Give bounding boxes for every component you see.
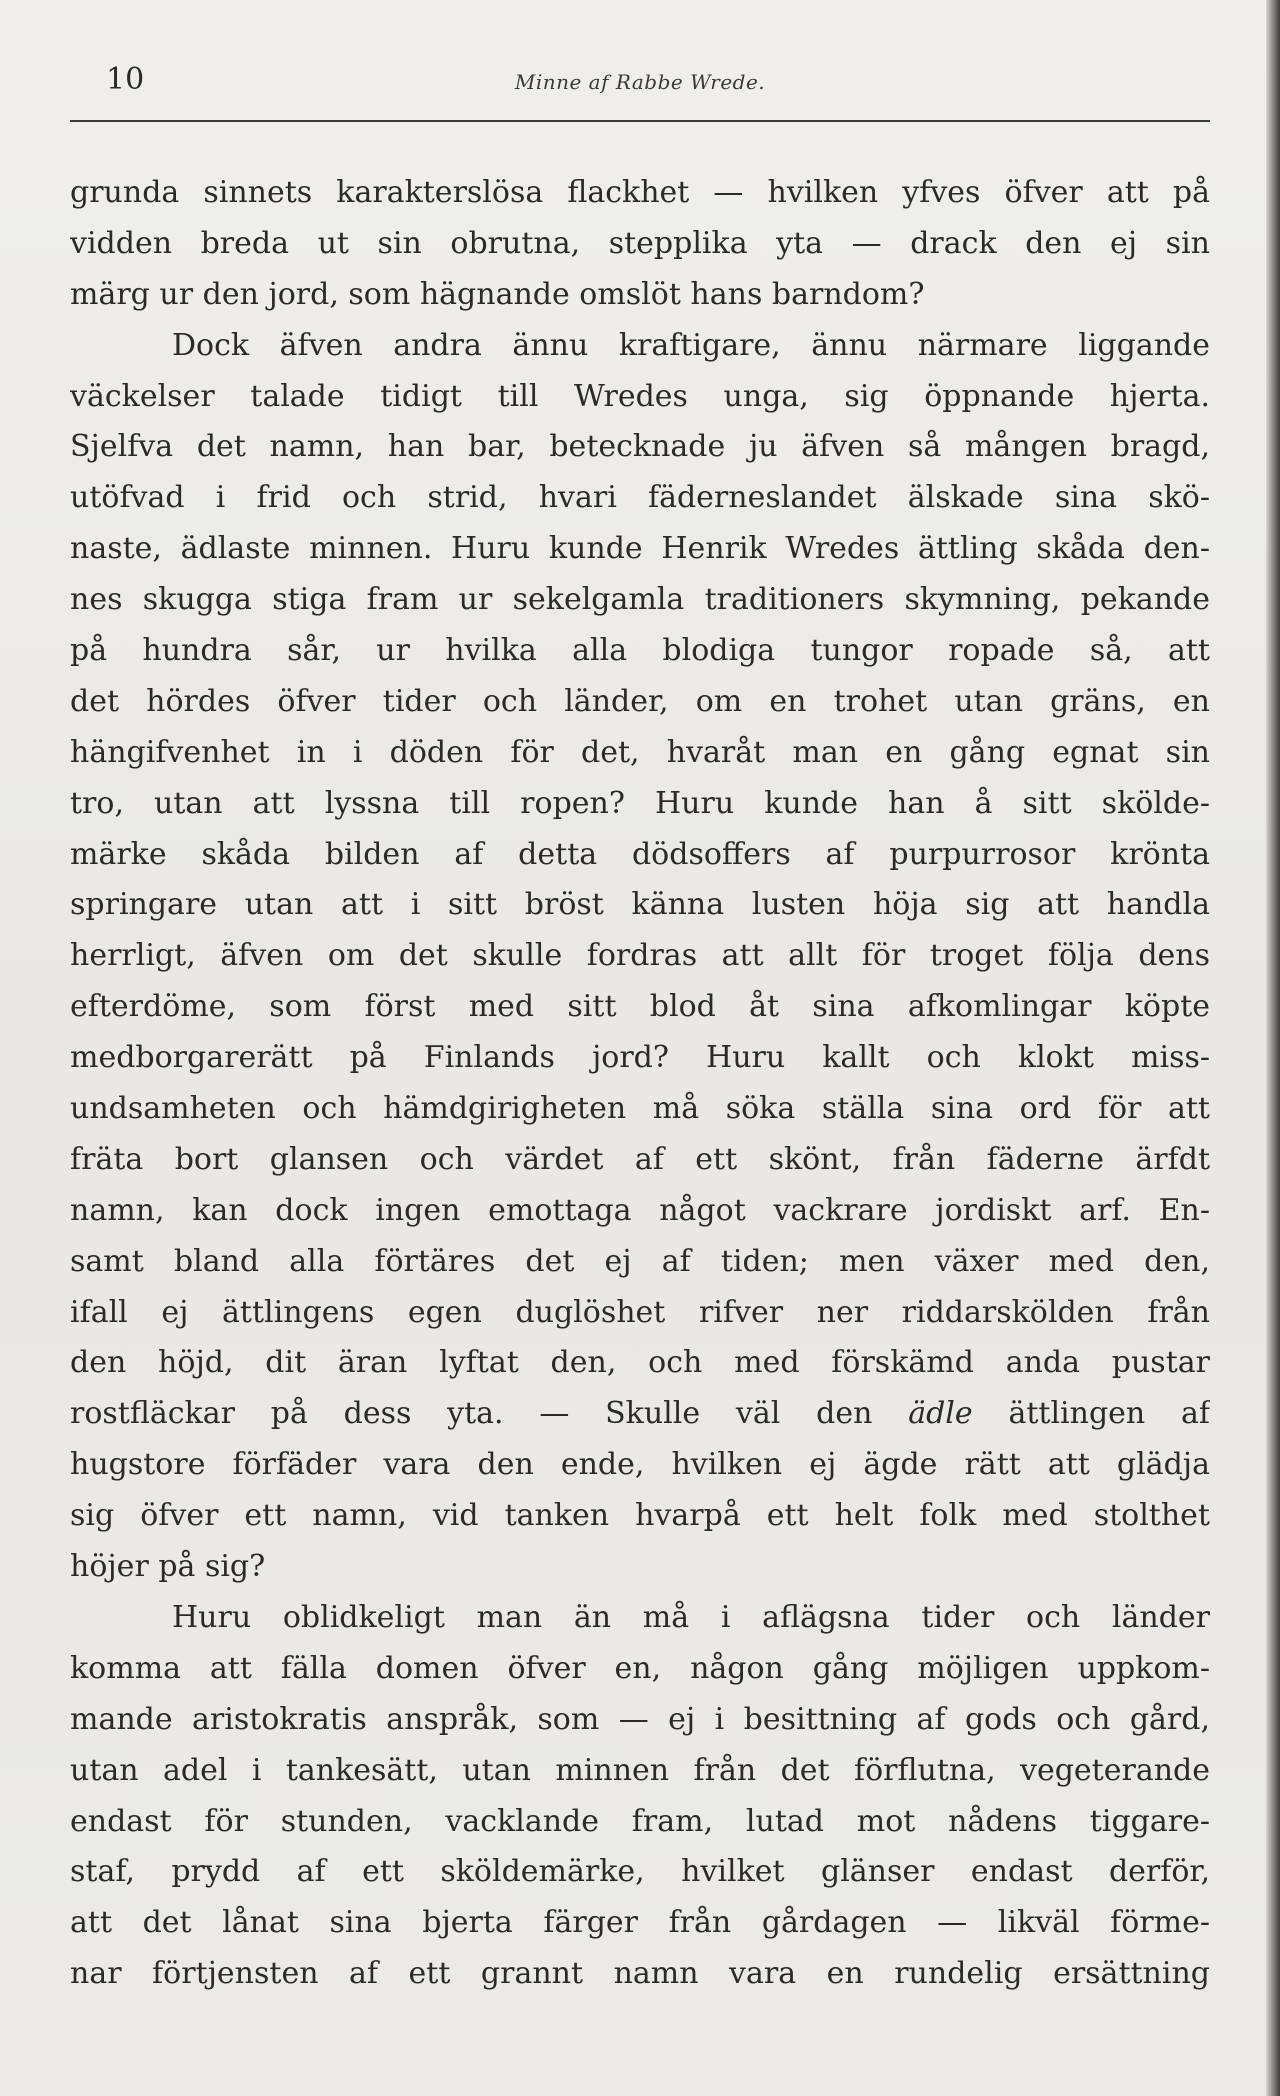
text-line: att det lånat sina bjerta färger från gårdagen — likväl förme- — [70, 1905, 1210, 1941]
text-line: ifall ej ättlingens egen duglöshet rifver ner riddarskölden från — [70, 1294, 1210, 1330]
header-rule — [70, 120, 1210, 122]
text-line: staf, prydd af ett sköldemärke, hvilket glänser endast derför, — [70, 1854, 1210, 1890]
text-line: märke skåda bilden af detta dödsoffers af purpurrosor krönta — [70, 836, 1210, 872]
text-segment: ättlingen af — [1008, 1396, 1210, 1432]
text-line: tro, utan att lyssna till ropen? Huru kunde han å sitt skölde- — [70, 785, 1210, 821]
text-line: Sjelfva det namn, han bar, betecknade ju äfven så mången bragd, — [70, 429, 1210, 465]
text-line: komma att fälla domen öfver en, någon gång möjligen uppkom- — [70, 1650, 1210, 1686]
emphasized-word: ädle — [908, 1396, 973, 1432]
text-line: höjer på sig? — [70, 1549, 266, 1585]
text-line: Huru oblidkeligt man än må i aflägsna tider och länder — [172, 1599, 1210, 1635]
text-line: endast för stunden, vacklande fram, lutad mot nådens tiggare- — [70, 1803, 1210, 1839]
page-header — [70, 56, 1210, 104]
text-line: fräta bort glansen och värdet af ett skönt, från fäderne ärfdt — [70, 1141, 1210, 1177]
text-line: utöfvad i frid och strid, hvari fäderneslandet älskade sina skö- — [70, 480, 1210, 516]
text-line: den höjd, dit äran lyftat den, och med förskämd anda pustar — [70, 1345, 1210, 1381]
text-line: mande aristokratis anspråk, som — ej i besittning af gods och gård, — [70, 1701, 1210, 1737]
text-line: grunda sinnets karakterslösa flackhet — hvilken yfves öfver att på — [70, 175, 1210, 210]
text-line: nes skugga stiga fram ur sekelgamla traditioners skymning, pekande — [70, 582, 1210, 618]
text-line: medborgarerätt på Finlands jord? Huru kallt och klokt miss- — [70, 1040, 1210, 1076]
page-edge-shadow — [1266, 0, 1280, 2096]
text-line: nar förtjensten af ett grannt namn vara en rundelig ersättning — [70, 1956, 1210, 1992]
text-line: vidden breda ut sin obrutna, stepplika yta — drack den ej sin — [70, 225, 1210, 261]
text-line: Dock äfven andra ännu kraftigare, ännu närmare liggande — [172, 327, 1210, 363]
text-line: märg ur den jord, som hägnande omslöt hans barndom? — [70, 276, 925, 312]
text-line: hugstore förfäder vara den ende, hvilken ej ägde rätt att glädja — [70, 1447, 1210, 1483]
text-line: namn, kan dock ingen emottaga något vackrare jordiskt arf. En- — [70, 1192, 1210, 1228]
text-line: väckelser talade tidigt till Wredes unga, sig öppnande hjerta. — [70, 378, 1210, 414]
text-line: utan adel i tankesätt, utan minnen från det förflutna, vegeterande — [70, 1752, 1210, 1788]
text-line: naste, ädlaste minnen. Huru kunde Henrik Wredes ättling skåda den- — [70, 531, 1210, 567]
text-line-with-emphasis — [70, 1389, 1210, 1440]
text-line: efterdöme, som först med sitt blod åt sina afkomlingar köpte — [70, 989, 1210, 1025]
text-line: det hördes öfver tider och länder, om en trohet utan gräns, en — [70, 683, 1210, 719]
text-line: sig öfver ett namn, vid tanken hvarpå ett helt folk med stolthet — [70, 1498, 1210, 1534]
text-line: hängifvenhet in i döden för det, hvaråt man en gång egnat sin — [70, 734, 1210, 770]
text-line: på hundra sår, ur hvilka alla blodiga tungor ropade så, att — [70, 633, 1210, 669]
page-number: 10 — [106, 62, 145, 97]
text-line: undsamheten och hämdgirigheten må söka ställa sina ord för att — [70, 1091, 1210, 1127]
running-title: Minne af Rabbe Wrede. — [514, 70, 766, 94]
text-line: springare utan att i sitt bröst känna lusten höja sig att handla — [70, 887, 1210, 923]
body-text — [70, 168, 1210, 2000]
text-line: herrligt, äfven om det skulle fordras att allt för troget följa dens — [70, 938, 1210, 974]
text-line: samt bland alla förtäres det ej af tiden; men växer med den, — [70, 1243, 1210, 1279]
text-segment: rostfläckar på dess yta. — Skulle väl den — [70, 1396, 873, 1432]
